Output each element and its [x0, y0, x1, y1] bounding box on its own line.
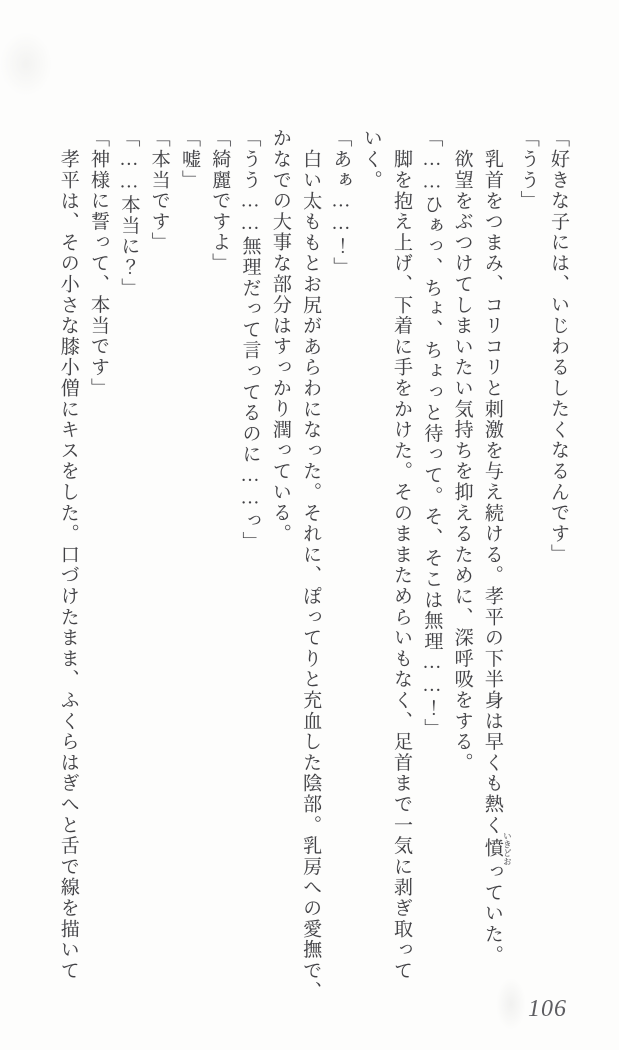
text-line: 「綺麗ですよ」 [209, 128, 231, 274]
text-line: 孝平は、その小さな膝小僧にキスをした。口づけたまま、ふくらはぎへと舌で線を描いて [57, 148, 79, 981]
text-line: いく。 [360, 128, 382, 191]
furigana-ruby: 憤 いきどお [481, 831, 513, 866]
scan-artifact [0, 32, 52, 96]
text-line: 「あぁ……！」 [330, 128, 352, 278]
page-number: 106 [528, 996, 567, 1022]
text-line: 「神様に誓って、本当です」 [88, 128, 110, 399]
text-line: 欲望をぶつけてしまいたい気持ちを抑えるために、深呼吸をする。 [451, 148, 473, 773]
text-line: 「うう……無理だって言ってるのに……っ」 [239, 128, 261, 552]
text-line: 「うう」 [517, 128, 539, 212]
text-line: かなでの大事な部分はすっかり潤っている。 [269, 128, 291, 544]
text-line: 「本当です」 [148, 128, 170, 253]
text-line: 「……本当に？」 [118, 128, 140, 299]
text-line: 白い太ももとお尻があらわになった。それに、ぽってりと充血した陰部。乳房への愛撫で、 [300, 148, 322, 1002]
text-line: 「好きな子には、いじわるしたくなるんです」 [548, 128, 569, 565]
text-line: 乳首をつまみ、コリコリと刺激を与え続ける。孝平の下半身は早くも熱く憤 いきどおっていた。 [481, 148, 513, 966]
text-line: 「……ひぁっ、ちょ、ちょっと待って。そ、そこは無理……！」 [421, 128, 443, 740]
text-columns [55, 128, 573, 1018]
text-line: 「嘘」 [178, 128, 200, 191]
text-line: 脚を抱え上げ、下着に手をかけた。そのままためらいもなく、足首まで一気に剥ぎ取って [391, 148, 413, 981]
